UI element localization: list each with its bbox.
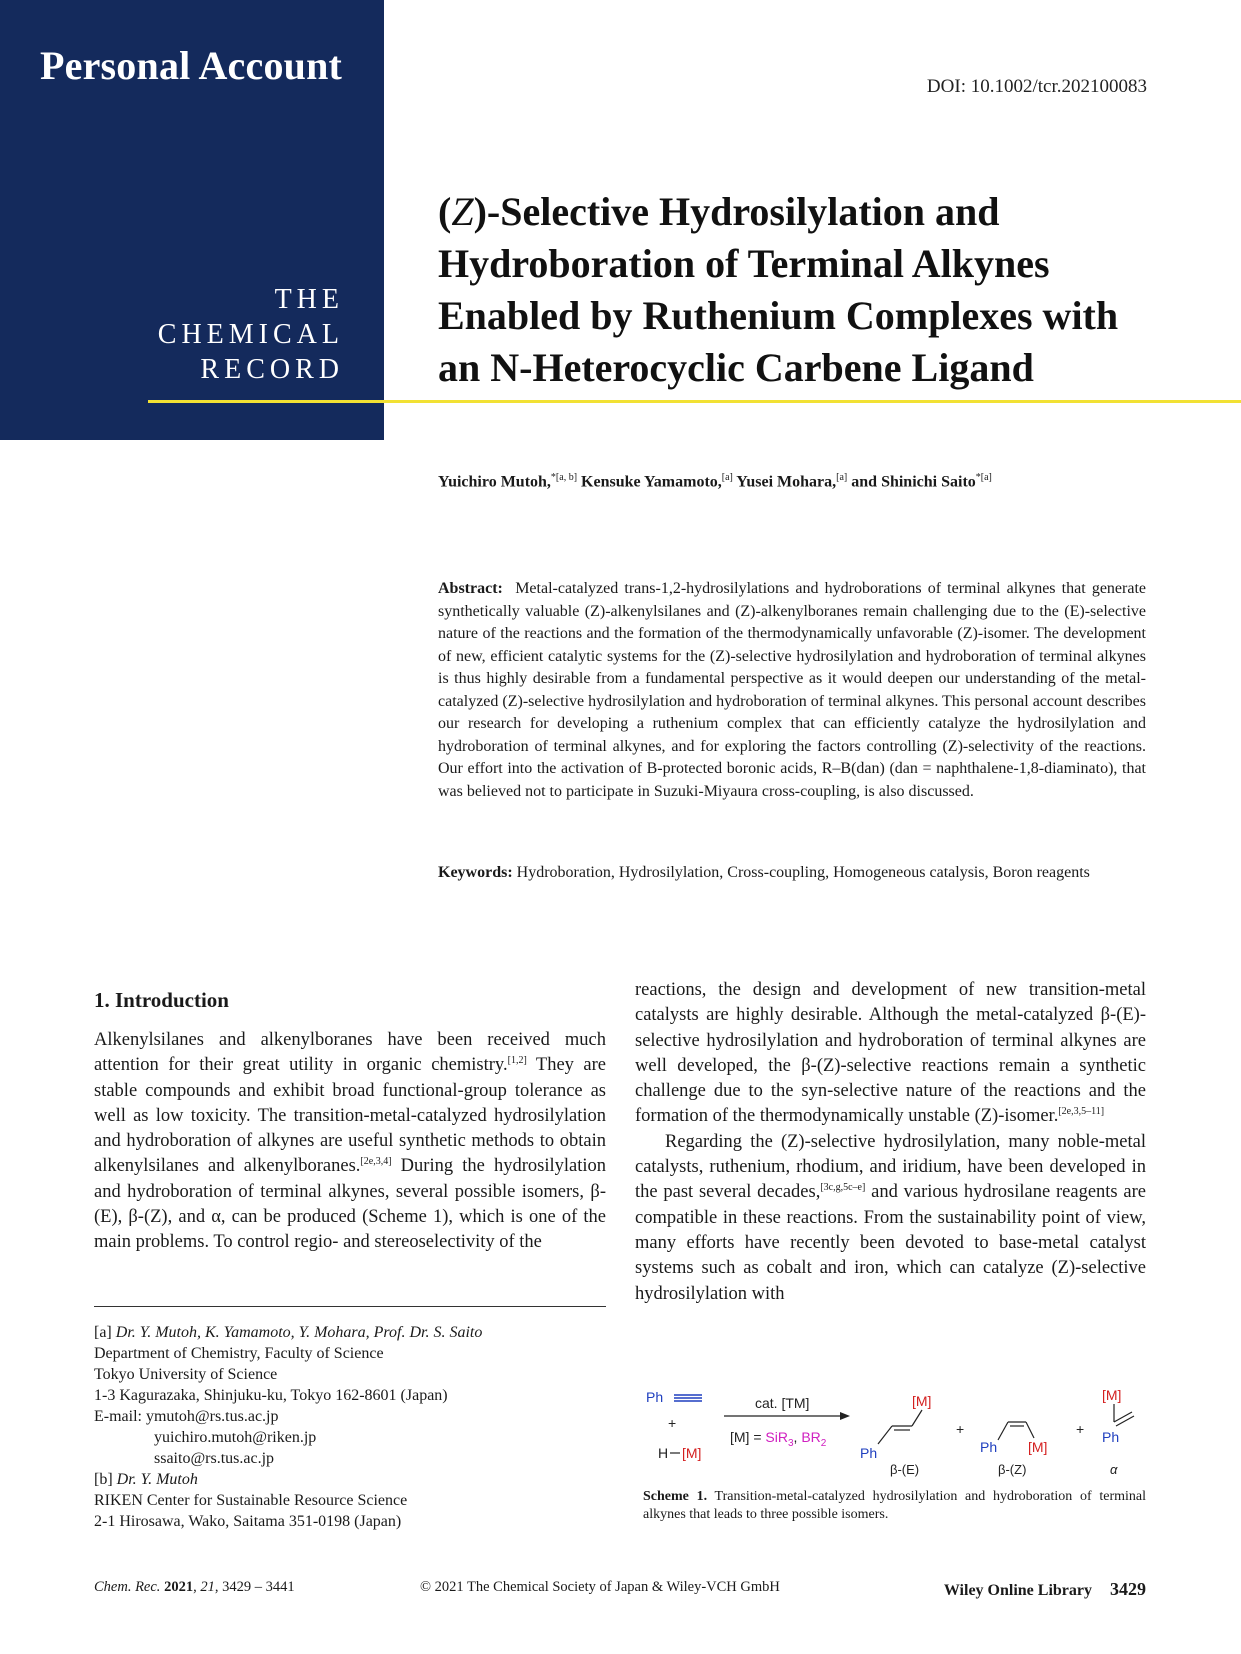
footnote-rule (94, 1306, 606, 1307)
reference-link[interactable]: [1,2] (507, 1055, 527, 1067)
copyright: © 2021 The Chemical Society of Japan & Wiley-VCH GmbH (420, 1579, 780, 1595)
keywords-text: Hydroboration, Hydrosilylation, Cross-coupling, Homogeneous catalysis, Boron reagents (516, 864, 1090, 881)
affil-names: Dr. Y. Mutoh, K. Yamamoto, Y. Mohara, Prof. Dr. S. Saito (115, 1324, 483, 1341)
author-name: and Shinichi Saito (851, 473, 976, 491)
page-number: 3429 (1110, 1579, 1146, 1599)
title-divider (148, 400, 1241, 403)
citation-pages: 3429 – 3441 (222, 1579, 295, 1595)
product-alpha-label: α (1110, 1462, 1118, 1477)
paragraph-text: and various hydrosilane reagents are compatible in these reactions. From the sustainability point of view, many efforts have recently been devoted to base-metal catalyst systems such as cobalt and iron, which can catalyze (Z)-selective hydrosilylation with (635, 1182, 1146, 1304)
title-line-2: Hydroboration of Terminal Alkynes (438, 241, 1050, 286)
author-name: Kensuke Yamamoto, (581, 473, 722, 491)
doi[interactable]: DOI: 10.1002/tcr.202100083 (926, 76, 1147, 97)
author-name: Yusei Mohara, (736, 473, 837, 491)
scheme-1-diagram (640, 1382, 1160, 1478)
title-line-1: )-Selective Hydrosilylation and (473, 189, 1000, 234)
caption-text: Transition-metal-catalyzed hydrosilylation and hydroboration of terminal alkynes that leads to three possible isomers. (643, 1489, 1146, 1522)
affil-line: 1-3 Kagurazaka, Shinjuku-ku, Tokyo 162-8601 (Japan) (94, 1387, 448, 1404)
author-list (438, 472, 1178, 491)
product-z-ph: Ph (980, 1439, 998, 1455)
author-name: Yuichiro Mutoh, (438, 473, 551, 491)
affil-line: Department of Chemistry, Faculty of Science (94, 1345, 384, 1362)
email-link[interactable]: ssaito@rs.tus.ac.jp (154, 1450, 275, 1467)
plus-sign: + (668, 1415, 677, 1431)
reactant-ph: Ph (646, 1389, 664, 1405)
reactant-metal: [M] (682, 1445, 702, 1461)
journal-line-2: CHEMICAL (157, 319, 344, 350)
title-italic-z: Z (451, 189, 474, 234)
email-link[interactable]: yuichiro.mutoh@riken.jp (154, 1429, 317, 1446)
product-e-label: β-(E) (890, 1462, 920, 1477)
journal-name (158, 282, 344, 387)
abstract (438, 578, 1146, 803)
paragraph-text: Alkenylsilanes and alkenylboranes have been received much attention for their great utility in organic chemistry. (94, 1030, 606, 1076)
product-e-ph: Ph (860, 1445, 878, 1461)
paragraph-text: During the hydrosilylation and hydroboration of terminal alkynes, several possible isomers, β-(E), β-(Z), and α, can be produced (Scheme 1), which is one of the main problems. To control regio- and stereoselectivity of the (94, 1156, 606, 1253)
bond (1114, 1412, 1132, 1422)
column-left (94, 1028, 606, 1256)
caption-label: Scheme 1. (643, 1489, 708, 1504)
catalyst-label: cat. [TM] (755, 1395, 810, 1411)
product-z-metal: [M] (1028, 1439, 1048, 1455)
product-alpha-metal: [M] (1102, 1387, 1122, 1403)
journal-line-3: RECORD (200, 354, 344, 385)
reactant-h: H (658, 1445, 669, 1461)
abstract-label: Abstract: (438, 580, 503, 597)
title-paren-open: ( (438, 189, 452, 234)
plus-sign: + (1076, 1421, 1085, 1437)
reference-link[interactable]: [2e,3,5–11] (1058, 1106, 1105, 1118)
paragraph-text: Regarding the (Z)-selective hydrosilylation, many noble-metal catalysts, ruthenium, rhodium, and iridium, have been developed in the past several decades, (635, 1131, 1146, 1203)
bond (1116, 1416, 1134, 1426)
product-z-label: β-(Z) (998, 1462, 1027, 1477)
author-affil: [a] (836, 472, 848, 483)
citation-year: 2021 (164, 1579, 194, 1595)
section-label: Personal Account (40, 43, 343, 88)
plus-sign: + (956, 1421, 965, 1437)
title-line-4: an N-Heterocyclic Carbene Ligand (438, 345, 1034, 390)
metal-definition: [M] = SiR$_3$, $BR_2$ (730, 1429, 827, 1449)
abstract-text: Metal-catalyzed trans-1,2-hydrosilylations and hydroborations of terminal alkynes that generate synthetically valuable (Z)-alkenylsilanes and (Z)-alkenylboranes remain challenging due to the (E)-selective nature of the reactions and the formation of the thermodynamically unfavorable (Z)-isomer. The development of new, efficient catalytic systems for the (Z)-selective hydrosilylation and hydroboration of terminal alkynes is thus highly desirable from a fundamental perspective as it would deepen our understanding of the metal-catalyzed (Z)-selective hydrosilylation and hydroboration of terminal alkynes. This personal account describes our research for developing a ruthenium complex that can efficiently catalyze the hydrosilylation and hydroboration of terminal alkynes, and for exploring the factors controlling (Z)-selectivity of the reactions. Our effort into the activation of B-protected boronic acids, R–B(dan) (dan = naphthalene-1,8-diaminato), that was believed not to participate in Suzuki-Miyaura cross-coupling, is also discussed. (438, 580, 1147, 800)
bond (878, 1426, 892, 1444)
bond (912, 1410, 922, 1426)
author-affil: [a] (721, 472, 733, 483)
affil-line: RIKEN Center for Sustainable Resource Science (94, 1492, 408, 1509)
author-affil: *[a] (975, 472, 992, 483)
author-affil: *[a, b] (550, 472, 578, 483)
affil-names: Dr. Y. Mutoh (116, 1471, 198, 1488)
scheme-caption (643, 1488, 1146, 1524)
citation-volume: 21 (200, 1579, 215, 1595)
reference-link[interactable]: [2e,3,4] (360, 1156, 392, 1168)
section-heading: 1. Introduction (94, 988, 229, 1012)
citation-journal: Chem. Rec. (94, 1579, 161, 1595)
journal-banner (0, 0, 384, 440)
journal-line-1: THE (274, 284, 344, 315)
paragraph (94, 1028, 606, 1256)
keywords-label: Keywords: (438, 864, 513, 881)
affil-line: Tokyo University of Science (94, 1366, 278, 1383)
publisher-name[interactable]: Wiley Online Library (943, 1582, 1092, 1599)
product-e-metal: [M] (912, 1393, 932, 1409)
title-line-3: Enabled by Ruthenium Complexes with (438, 293, 1119, 338)
paragraph (635, 1130, 1146, 1307)
column-right (635, 978, 1146, 1307)
article-title (438, 186, 1178, 394)
paragraph-text: They are stable compounds and exhibit broad functional-group tolerance as well as low toxicity. The transition-metal-catalyzed hydrosilylation and hydroboration of alkynes are useful synthetic methods to obtain alkenylsilanes and alkenylboranes. (94, 1055, 606, 1177)
publisher-footer (944, 1579, 1146, 1600)
paragraph (635, 978, 1146, 1130)
product-alpha-ph: Ph (1102, 1429, 1120, 1445)
keywords (438, 862, 1146, 885)
bond (998, 1422, 1008, 1440)
bond (1026, 1422, 1034, 1438)
affiliations (94, 1322, 614, 1532)
reference-link[interactable]: [3c,g,5c–e] (820, 1182, 866, 1194)
citation: Chem. Rec. 2021, 21, 3429 – 3441 (94, 1579, 295, 1595)
arrow-head (840, 1412, 850, 1420)
paragraph-text: reactions, the design and development of new transition-metal catalysts are highly desirable. Although the metal-catalyzed β-(E)-selective hydrosilylation and hydroboration of terminal alkynes are well developed, the β-(Z)-selective reactions remain a synthetic challenge due to the syn-selective nature of the reactions and the formation of the thermodynamically unstable (Z)-isomer. (635, 980, 1146, 1127)
affil-label: [b] (94, 1471, 113, 1488)
email-link[interactable]: E-mail: ymutoh@rs.tus.ac.jp (94, 1408, 279, 1425)
affil-label: [a] (94, 1324, 112, 1341)
affil-line: 2-1 Hirosawa, Wako, Saitama 351-0198 (Japan) (94, 1513, 402, 1530)
